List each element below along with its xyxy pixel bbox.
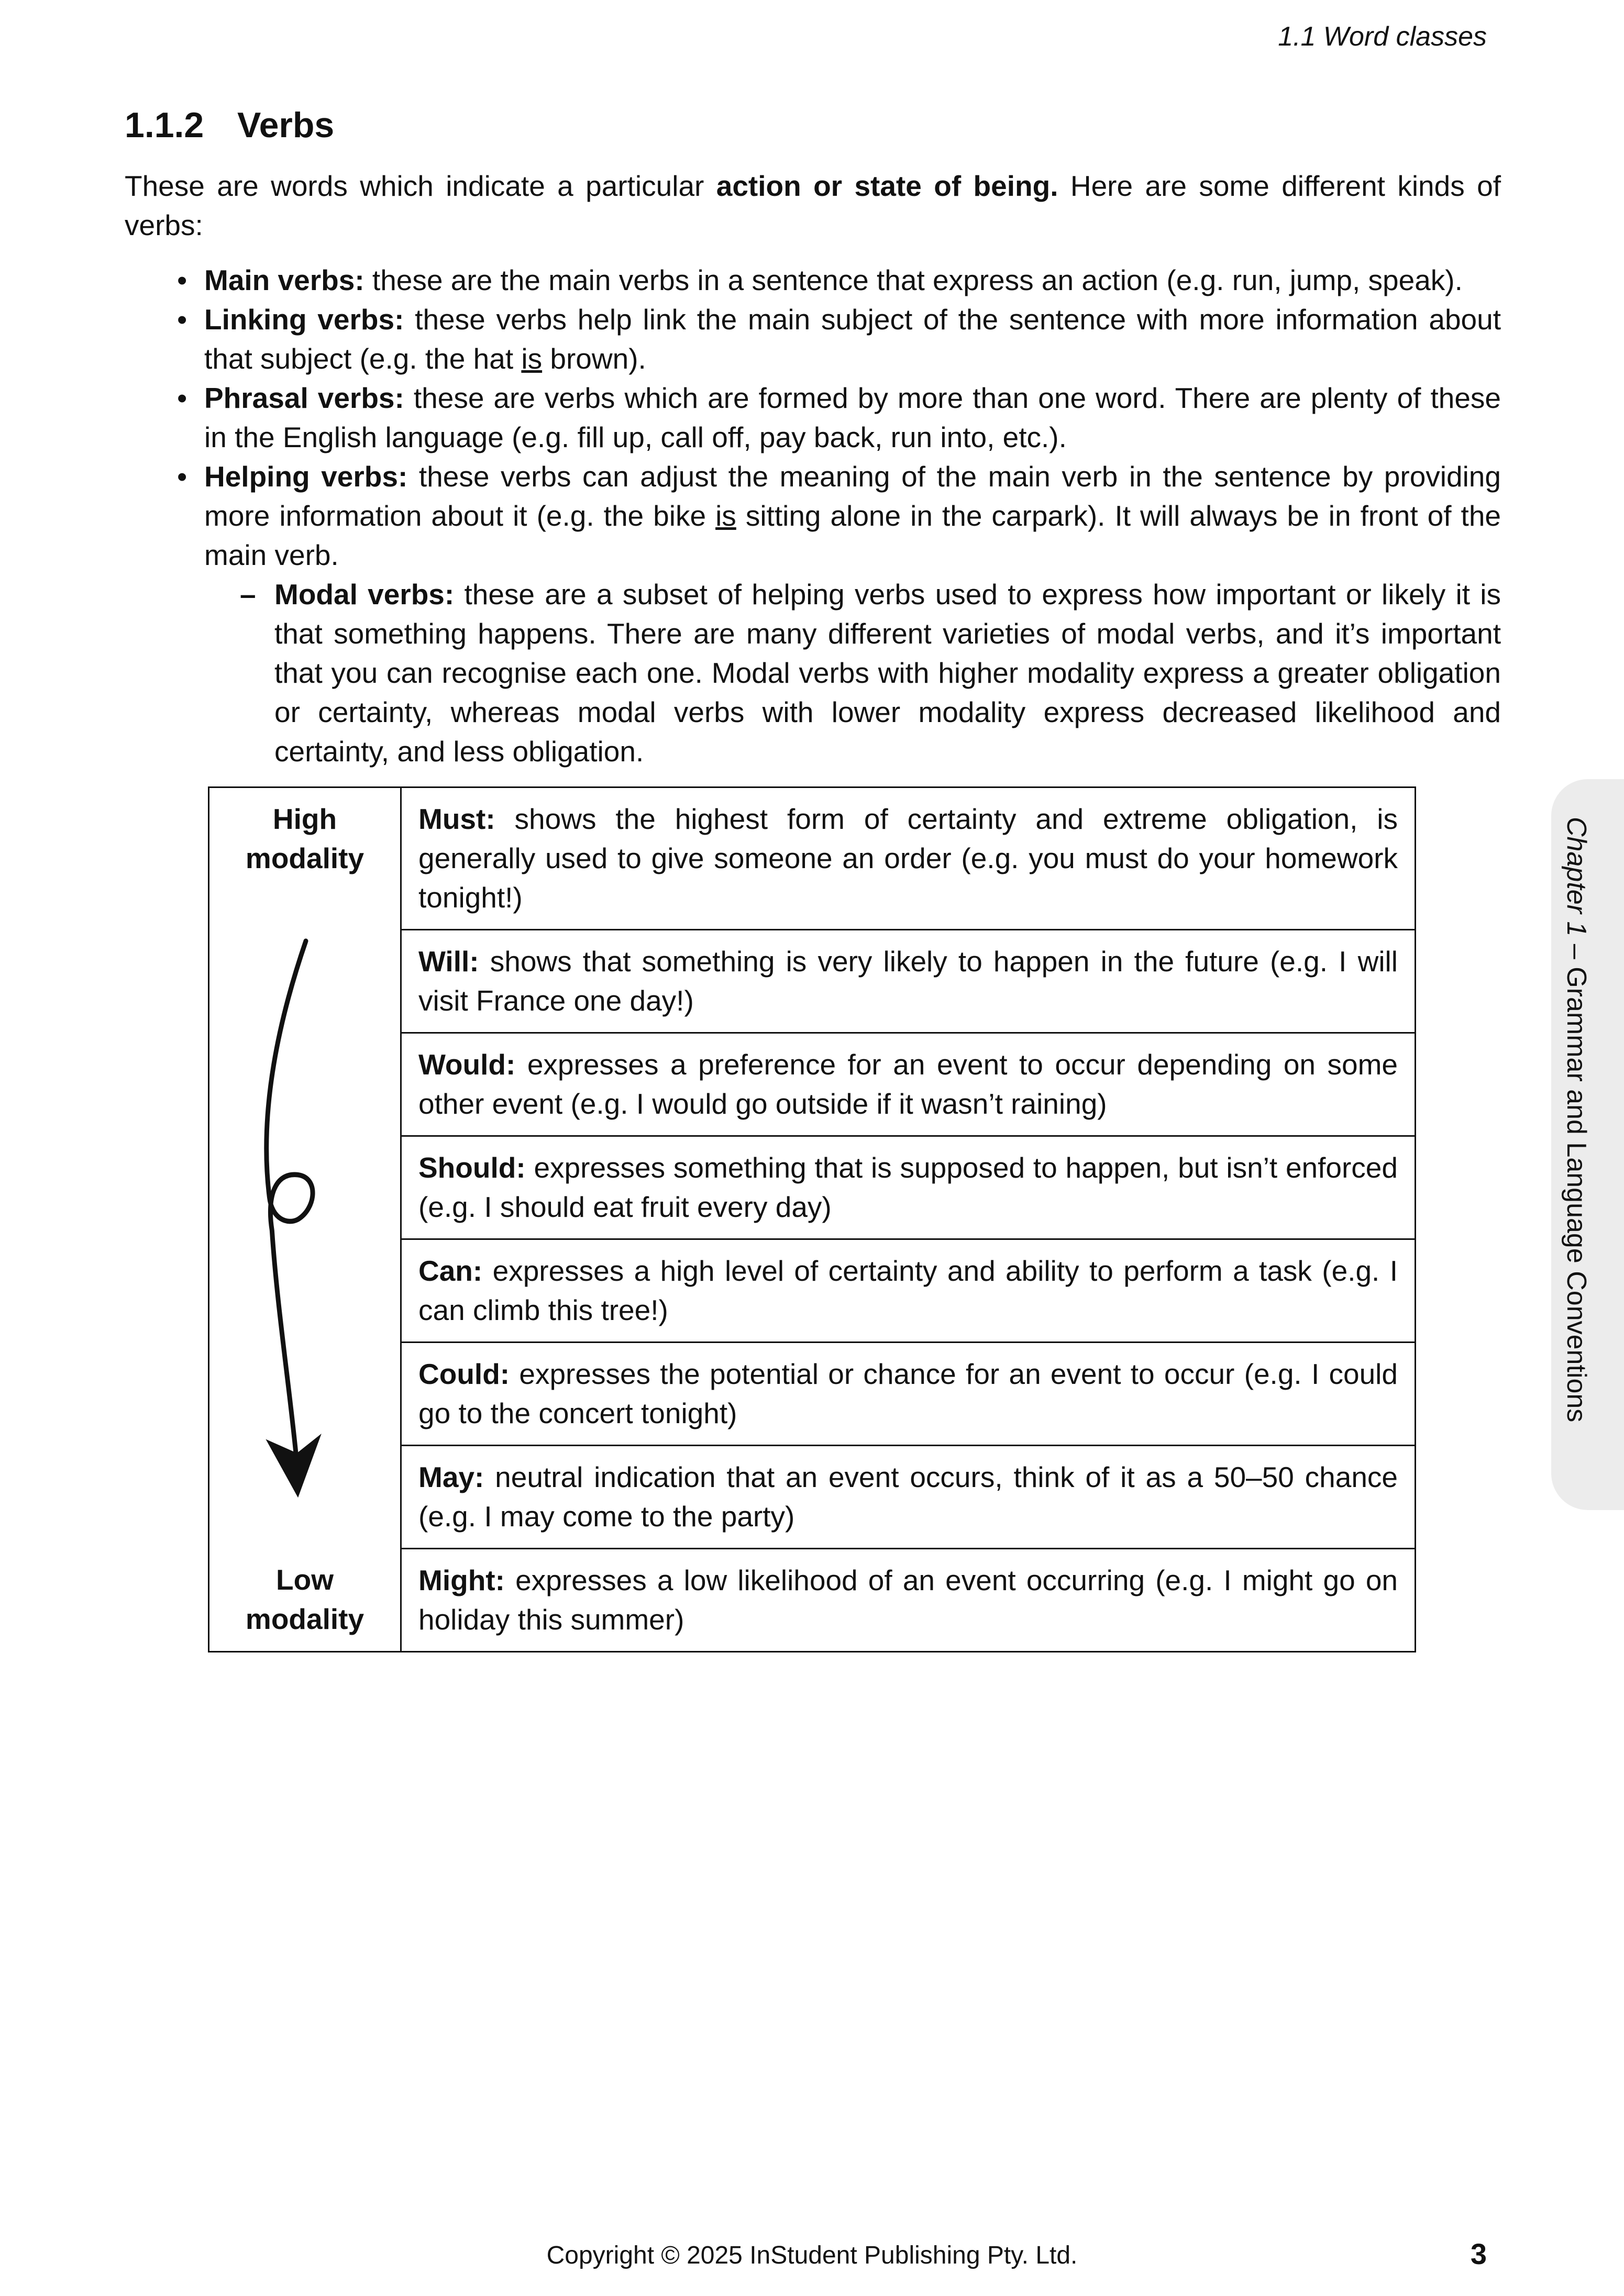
list-item-term: Main verbs: <box>204 264 364 296</box>
table-cell <box>401 1343 1416 1446</box>
bullet-mark: • <box>177 460 187 493</box>
bullet-mark: • <box>177 382 187 414</box>
chapter-number: Chapter 1 <box>1561 817 1592 937</box>
modal-term: Should: <box>418 1151 526 1184</box>
list-item-helping-verbs <box>125 457 1501 771</box>
list-item-text: these are the main verbs in a sentence that express an action (e.g. run, jump, speak). <box>364 264 1463 296</box>
running-head: 1.1 Word classes <box>1278 21 1487 52</box>
list-item-linking-verbs <box>125 300 1501 379</box>
list-item-text: these are a subset of helping verbs used to express how important or likely it is that something happens. There are many different varieties of modal verbs, and it’s important that you can recognise each one. Modal verbs with higher modality express a greater obligation or certainty, whereas modal verbs with lower modality express decreased likelihood and certainty, and less obligation. <box>274 578 1501 768</box>
table-cell <box>401 1446 1416 1549</box>
list-item-text: these verbs can adjust the meaning of the main verb in the sentence by providing more information about it (e.g. the bike <box>204 460 1501 532</box>
list-item-text-end: sitting alone in the carpark). It will always be in front of the main verb. <box>204 500 1501 571</box>
list-item-text-end: brown). <box>542 342 646 375</box>
modal-description: shows that something is very likely to happen in the future (e.g. I will visit France one day!) <box>418 945 1398 1017</box>
high-modality-label: High modality <box>209 787 401 930</box>
modal-sublist <box>204 575 1501 771</box>
modal-description: expresses a preference for an event to occur depending on some other event (e.g. I would go outside if it wasn’t raining) <box>418 1048 1398 1120</box>
chapter-separator: – <box>1561 936 1592 967</box>
intro-paragraph <box>125 167 1501 245</box>
table-cell <box>401 1239 1416 1343</box>
modal-description: expresses the potential or chance for an event to occur (e.g. I could go to the concert tonight) <box>418 1358 1398 1429</box>
list-item-term: Phrasal verbs: <box>204 382 404 414</box>
modal-term: Would: <box>418 1048 516 1081</box>
list-item-term: Helping verbs: <box>204 460 408 493</box>
list-item-phrasal-verbs <box>125 379 1501 457</box>
modality-arrow-cell <box>209 930 401 1549</box>
list-item-text: these verbs help link the main subject of the sentence with more information about that subject (e.g. the hat <box>204 303 1501 375</box>
underlined-example: is <box>521 342 543 375</box>
modal-description: expresses a high level of certainty and ability to perform a task (e.g. I can climb this tree!) <box>418 1255 1398 1326</box>
list-item-term: Linking verbs: <box>204 303 404 336</box>
modal-term: Could: <box>418 1358 510 1390</box>
modal-term: Will: <box>418 945 479 978</box>
modality-table <box>208 786 1416 1652</box>
down-arrow-icon <box>209 930 400 1549</box>
copyright-footer: Copyright © 2025 InStudent Publishing Pty. Ltd. <box>546 2242 1078 2269</box>
modal-term: Must: <box>418 803 495 835</box>
page-number: 3 <box>1470 2237 1487 2270</box>
section-heading <box>125 105 334 146</box>
table-cell <box>401 930 1416 1033</box>
table-row <box>209 930 1416 1033</box>
table-row <box>209 1549 1416 1652</box>
list-item-text: these are verbs which are formed by more than one word. There are plenty of these in the English language (e.g. fill up, call off, pay back, run into, etc.). <box>204 382 1501 453</box>
low-modality-label: Low modality <box>209 1549 401 1652</box>
intro-text: These are words which indicate a particular <box>125 170 716 202</box>
list-item-main-verbs <box>125 261 1501 300</box>
dash-mark: – <box>240 578 256 611</box>
body-content <box>125 167 1501 771</box>
intro-text-after: Here are some different kinds of verbs: <box>125 170 1501 241</box>
table-cell <box>401 1549 1416 1652</box>
modal-term: Can: <box>418 1255 483 1287</box>
bullet-mark: • <box>177 303 187 336</box>
modal-description: neutral indication that an event occurs, think of it as a 50–50 chance (e.g. I may come to the party) <box>418 1461 1398 1533</box>
list-item-term: Modal verbs: <box>274 578 455 611</box>
modal-description: expresses a low likelihood of an event occurring (e.g. I might go on holiday this summer) <box>418 1564 1398 1636</box>
intro-bold: action or state of being. <box>716 170 1058 202</box>
modal-description: shows the highest form of certainty and extreme obligation, is generally used to give someone an order (e.g. you must do your homework tonight!) <box>418 803 1398 914</box>
chapter-tab-label <box>1561 817 1592 1422</box>
modal-term: Might: <box>418 1564 505 1596</box>
table-cell <box>401 1136 1416 1239</box>
section-title: Verbs <box>237 105 335 145</box>
underlined-example: is <box>715 500 736 532</box>
verb-kinds-list <box>125 261 1501 771</box>
table-cell <box>401 787 1416 930</box>
chapter-title: Grammar and Language Conventions <box>1561 967 1592 1423</box>
table-cell <box>401 1033 1416 1136</box>
list-item-modal-verbs <box>204 575 1501 771</box>
modal-term: May: <box>418 1461 484 1493</box>
modal-description: expresses something that is supposed to happen, but isn’t enforced (e.g. I should eat fruit every day) <box>418 1151 1398 1223</box>
table-row <box>209 787 1416 930</box>
section-number: 1.1.2 <box>125 105 204 145</box>
bullet-mark: • <box>177 264 187 296</box>
